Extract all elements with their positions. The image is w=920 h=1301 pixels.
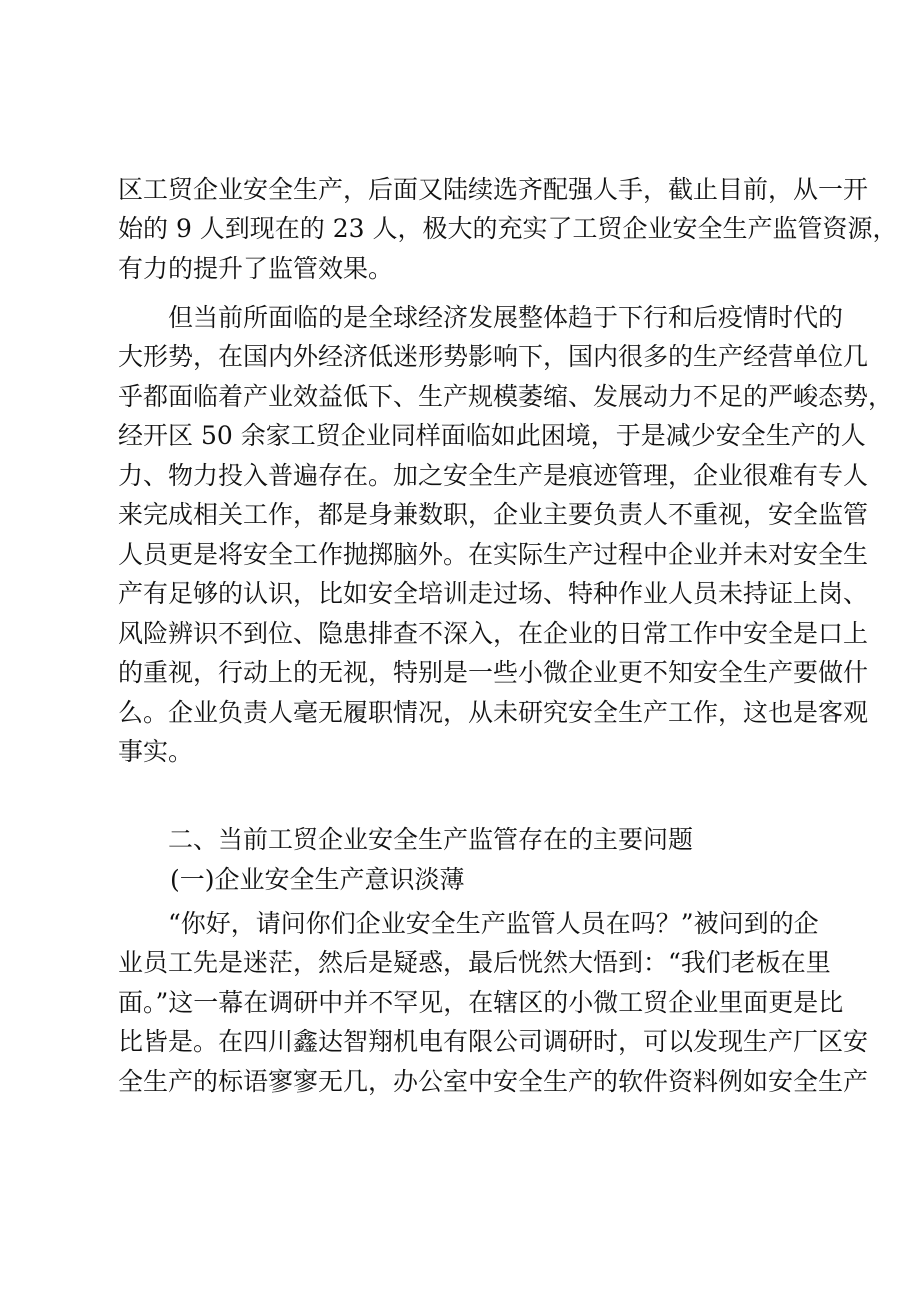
paragraph-2-line-9: 风险辨识不到位、隐患排查不深入，在企业的日常工作中安全是口上 bbox=[118, 619, 869, 648]
paragraph-1-line-1: 区工贸企业安全生产，后面又陆续选齐配强人手，截止目前，从一开 bbox=[118, 175, 869, 204]
paragraph-2-line-12: 事实。 bbox=[118, 737, 194, 766]
paragraph-2-line-3: 乎都面临着产业效益低下、生产规模萎缩、发展动力不足的严峻态势， bbox=[118, 382, 894, 411]
paragraph-2-line-11: 么。企业负责人毫无履职情况，从未研究安全生产工作，这也是客观 bbox=[118, 698, 869, 727]
paragraph-2-line-8: 产有足够的认识，比如安全培训走过场、特种作业人员未持证上岗、 bbox=[118, 579, 869, 608]
paragraph-2-line-1: 但当前所面临的是全球经济发展整体趋于下行和后疫情时代的 bbox=[168, 303, 844, 332]
section-heading: 二、当前工贸企业安全生产监管存在的主要问题 bbox=[168, 825, 694, 854]
paragraph-3-line-2: 业员工先是迷茫，然后是疑惑，最后恍然大悟到：“我们老板在里 bbox=[118, 948, 831, 977]
paragraph-2-line-13 bbox=[0, 772, 920, 812]
paragraph-2-line-6: 来完成相关工作，都是身兼数职，企业主要负责人不重视，安全监管 bbox=[118, 500, 869, 529]
paragraph-2-line-10: 的重视，行动上的无视，特别是一些小微企业更不知安全生产要做什 bbox=[118, 658, 869, 687]
paragraph-1-line-2: 始的 9 人到现在的 23 人，极大的充实了工贸企业安全生产监管资源， bbox=[118, 214, 898, 243]
paragraph-2-line-4: 经开区 50 余家工贸企业同样面临如此困境，于是减少安全生产的人 bbox=[118, 421, 866, 450]
paragraph-2-line-5: 力、物力投入普遍存在。加之安全生产是痕迹管理，企业很难有专人 bbox=[118, 461, 869, 490]
paragraph-3-line-5: 全生产的标语寥寥无几，办公室中安全生产的软件资料例如安全生产 bbox=[118, 1067, 869, 1096]
subsection-heading: (一)企业安全生产意识淡薄 bbox=[170, 865, 465, 894]
paragraph-3-line-3: 面。”这一幕在调研中并不罕见，在辖区的小微工贸企业里面更是比 bbox=[118, 988, 844, 1017]
paragraph-1-line-3: 有力的提升了监管效果。 bbox=[118, 254, 394, 283]
paragraph-2-line-2: 大形势，在国内外经济低迷形势影响下，国内很多的生产经营单位几 bbox=[118, 342, 869, 371]
paragraph-3-line-4: 比皆是。在四川鑫达智翔机电有限公司调研时，可以发现生产厂区安 bbox=[118, 1027, 869, 1056]
paragraph-2-line-7: 人员更是将安全工作抛掷脑外。在实际生产过程中企业并未对安全生 bbox=[118, 540, 869, 569]
paragraph-3-line-1: “你好，请问你们企业安全生产监管人员在吗？”被问到的企 bbox=[168, 909, 819, 938]
